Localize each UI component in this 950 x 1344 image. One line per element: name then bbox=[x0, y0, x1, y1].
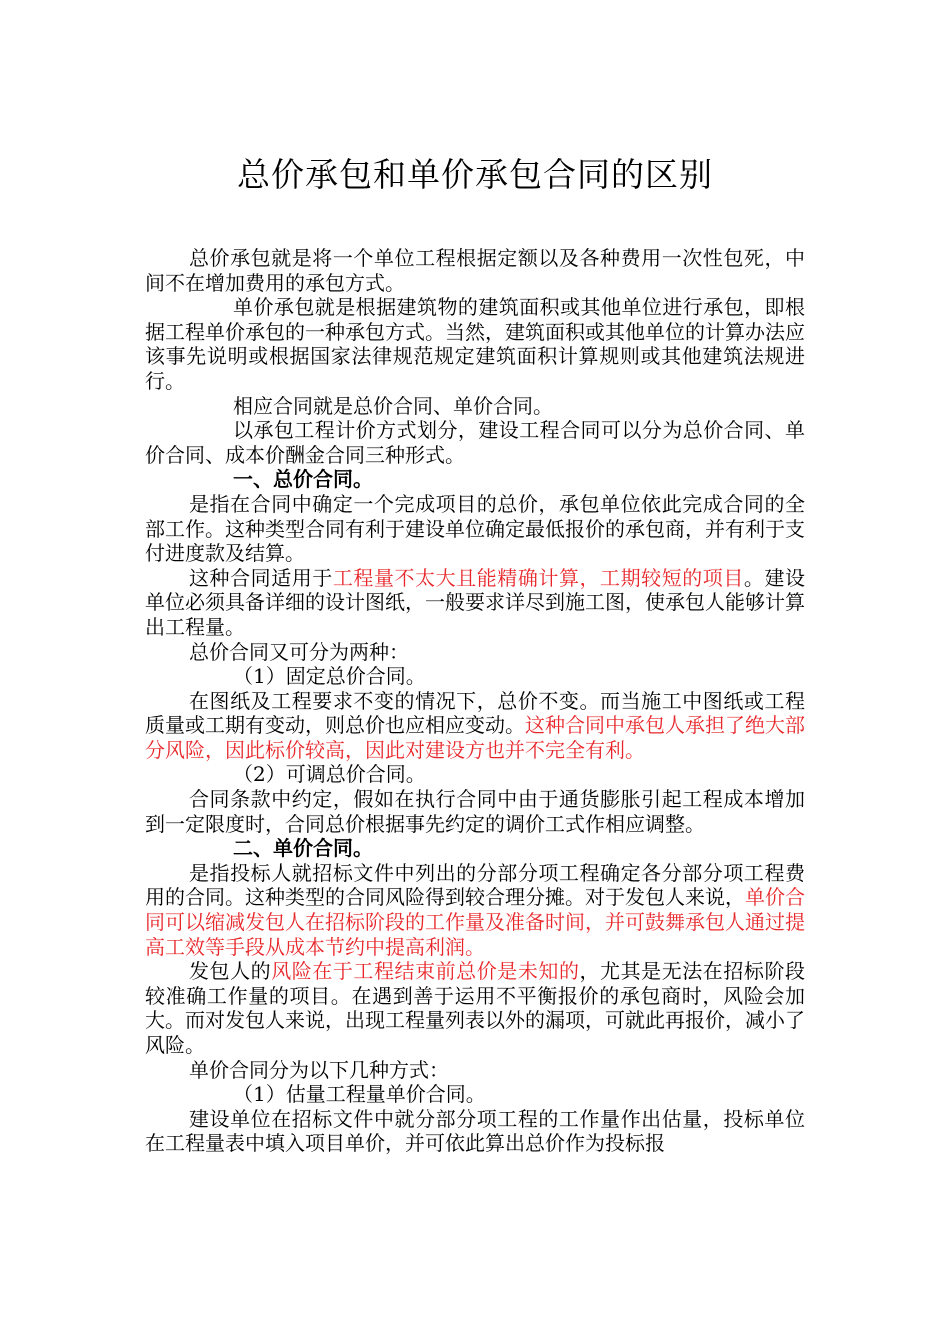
subheading-estimated-quantity: （1）估量工程量单价合同。 bbox=[233, 1082, 486, 1107]
subheading-adjustable-lump-sum: （2）可调总价合同。 bbox=[233, 762, 426, 787]
highlighted-text: 单价合同可以缩减发包人在招标阶段的工作量及准备时间，并可鼓舞承包人通过提高工效等手段从成本节约中提高利润。 bbox=[145, 885, 805, 959]
highlighted-text: 风险在于工程结束前总价是未知的 bbox=[271, 959, 580, 984]
paragraph-unit-price-meaning bbox=[145, 861, 805, 959]
paragraph-classification: 以承包工程计价方式划分，建设工程合同可以分为总价合同、单价合同、成本价酬金合同三种形式。 bbox=[145, 418, 805, 467]
highlighted-text: 工程量不太大且能精确计算，工期较短的项目 bbox=[332, 565, 744, 590]
paragraph-adjustable-lump-sum: 合同条款中约定，假如在执行合同中由于通货膨胀引起工程成本增加到一定限度时，合同总价根据事先约定的调价工式作相应调整。 bbox=[145, 787, 805, 836]
text-segment: 这种合同适用于 bbox=[189, 565, 333, 590]
text-segment: 发包人的 bbox=[189, 959, 272, 984]
paragraph-unit-price-risk bbox=[145, 959, 805, 1057]
subheading-fixed-lump-sum: （1）固定总价合同。 bbox=[233, 664, 426, 689]
paragraph-unit-price-definition: 单价承包就是根据建筑物的建筑面积或其他单位进行承包，即根据工程单价承包的一种承包方式。当然，建筑面积或其他单位的计算办法应该事先说明或根据国家法律规范规定建筑面积计算规则或其他建筑法规进行。 bbox=[145, 295, 805, 393]
paragraph-fixed-lump-sum bbox=[145, 689, 805, 763]
document-body bbox=[145, 246, 805, 1156]
paragraph-lump-sum-definition: 总价承包就是将一个单位工程根据定额以及各种费用一次性包死，中间不在增加费用的承包方式。 bbox=[145, 246, 805, 295]
section-heading-unit-price: 二、单价合同。 bbox=[233, 836, 373, 861]
paragraph-unit-price-kinds: 单价合同分为以下几种方式： bbox=[189, 1057, 449, 1082]
paragraph-lump-sum-applicability bbox=[145, 566, 805, 640]
paragraph-lump-sum-meaning: 是指在合同中确定一个完成项目的总价，承包单位依此完成合同的全部工作。这种类型合同有利于建设单位确定最低报价的承包商，并有利于支付进度款及结算。 bbox=[145, 491, 805, 566]
paragraph-estimated-quantity: 建设单位在招标文件中就分部分项工程的工作量作出估量，投标单位在工程量表中填入项目单价，并可依此算出总价作为投标报 bbox=[145, 1106, 805, 1156]
section-heading-lump-sum: 一、总价合同。 bbox=[233, 467, 373, 492]
paragraph-lump-sum-kinds: 总价合同又可分为两种： bbox=[189, 639, 409, 664]
paragraph-contract-types: 相应合同就是总价合同、单价合同。 bbox=[233, 393, 553, 418]
highlighted-text: 这种合同中承包人承担了绝大部分风险，因此标价较高，因此对建设方也并不完全有利。 bbox=[145, 713, 805, 762]
text-segment: 是指投标人就招标文件中列出的分部分项工程确定各分部分项工程费用的合同。这种类型的合同风险得到较合理分摊。对于发包人来说， bbox=[145, 860, 805, 910]
text-segment: 。建设单位必须具备详细的设计图纸，一般要求详尽到施工图，使承包人能够计算出工程量。 bbox=[145, 565, 806, 639]
text-segment: 在图纸及工程要求不变的情况下，总价不变。而当施工中图纸或工程质量或工期有变动，则总价也应相应变动。 bbox=[145, 688, 805, 738]
document-title: 总价承包和单价承包合同的区别 bbox=[237, 155, 713, 194]
text-segment: ，尤其是无法在招标阶段较准确工作量的项目。在遇到善于运用不平衡报价的承包商时，风险会加大。而对发包人来说，出现工程量列表以外的漏项，可就此再报价，减小了风险。 bbox=[145, 959, 806, 1057]
